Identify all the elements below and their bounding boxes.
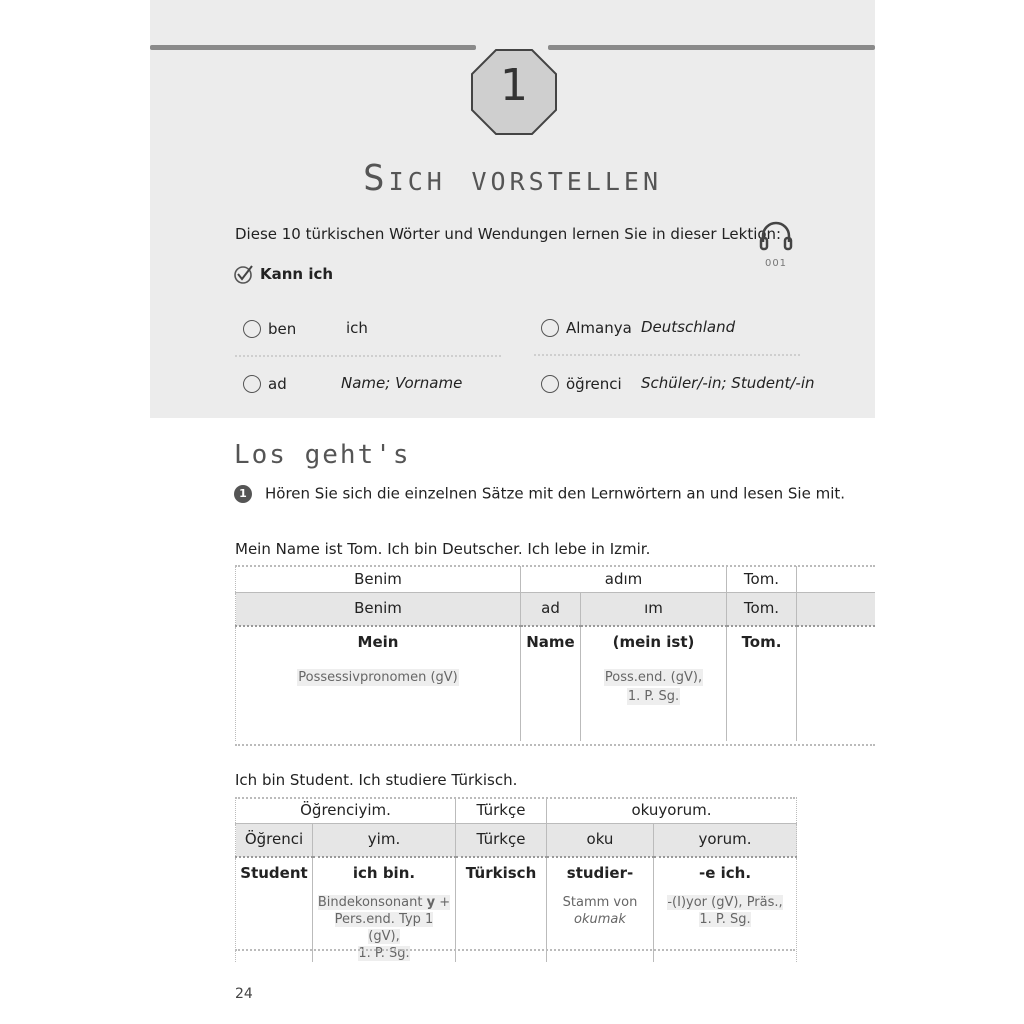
vocab-turkish: öğrenci: [566, 374, 622, 393]
vocab-item-ad[interactable]: [243, 374, 463, 393]
table-cell: [797, 593, 876, 627]
gloss: Tom.: [741, 633, 782, 651]
note-text: okumak: [574, 912, 626, 927]
grammar-note: 1. P. Sg.: [627, 689, 680, 704]
table-cell: Türkçe: [456, 824, 547, 858]
gloss: (mein ist): [612, 633, 695, 651]
note-text: 1. P. Sg.: [699, 912, 751, 927]
note-text: Stamm von: [562, 895, 638, 910]
note-letter: y: [426, 895, 436, 910]
note-text: Bindekonsonant: [317, 895, 427, 910]
kann-ich-label: Kann ich: [260, 265, 334, 283]
table-cell: Öğrenci: [236, 824, 313, 858]
table-bottom-border: [235, 744, 875, 746]
gloss: Mein: [357, 633, 399, 651]
gloss: ich bin.: [352, 864, 416, 882]
table-row: [236, 797, 797, 824]
table-row: [236, 593, 876, 627]
checkbox-circle-icon[interactable]: [243, 375, 261, 393]
checkbox-circle-icon[interactable]: [541, 375, 559, 393]
kann-ich-legend: [234, 264, 333, 284]
intro-text: Diese 10 türkischen Wörter und Wendungen lernen Sie in dieser Lektion:: [235, 225, 782, 243]
vocab-german: Schüler/-in; Student/-in: [641, 374, 815, 392]
checkmark-circle-icon: [234, 264, 254, 284]
headphones-icon: [758, 220, 794, 252]
table-row: [236, 626, 876, 741]
table-cell: adım: [521, 566, 727, 593]
grammar-table-1: [235, 566, 875, 741]
table-cell: Tom.: [727, 593, 797, 627]
table-cell: [521, 626, 581, 741]
grammar-note: [563, 894, 638, 928]
note-text: 1. P. Sg.: [358, 946, 410, 961]
table-cell: Öğrenciyim.: [236, 797, 456, 824]
table-cell: [654, 857, 797, 962]
task-number: 1: [234, 485, 252, 503]
vocab-turkish: ad: [268, 374, 287, 393]
grammar-note: [317, 894, 451, 962]
gloss: Student: [240, 864, 308, 882]
table-cell: ım: [581, 593, 727, 627]
table-cell: yorum.: [654, 824, 797, 858]
gloss: studier-: [566, 864, 634, 882]
audio-track[interactable]: [756, 220, 796, 269]
grammar-note: Possessivpronomen (gV): [298, 670, 458, 685]
vocab-item-ogrenci[interactable]: [541, 374, 815, 393]
table-cell: [313, 857, 456, 962]
table-cell: Türkçe: [456, 797, 547, 824]
table-row: [236, 566, 876, 593]
header-rule-left: [150, 45, 476, 50]
note-text: Pers.end. Typ 1 (gV),: [334, 912, 434, 944]
section-title: Los geht's: [234, 440, 411, 470]
lesson-header: [150, 0, 875, 418]
table-cell: [797, 626, 876, 741]
table-cell: [581, 626, 727, 741]
gloss: Türkisch: [465, 864, 537, 882]
table-cell: Benim: [236, 566, 521, 593]
note-text: +: [435, 895, 451, 910]
vocab-german: Deutschland: [641, 318, 736, 336]
table-bottom-border: [235, 949, 795, 951]
task-text: Hören Sie sich die einzelnen Sätze mit den Lernwörtern an und lesen Sie mit.: [265, 484, 846, 503]
book-page: [150, 0, 875, 1024]
checkbox-circle-icon[interactable]: [541, 319, 559, 337]
table-cell: [236, 857, 313, 962]
table-cell: Tom.: [727, 566, 797, 593]
task-instruction: [234, 484, 845, 503]
vocab-turkish: Almanya: [566, 318, 632, 337]
vocab-turkish: ben: [268, 319, 297, 338]
vocab-item-almanya[interactable]: [541, 318, 736, 337]
table-row: [236, 824, 797, 858]
table-cell: ad: [521, 593, 581, 627]
chapter-title: Sich vorstellen: [362, 158, 662, 199]
table-cell: yim.: [313, 824, 456, 858]
table-row: [236, 857, 797, 962]
vocab-german: ich: [346, 319, 368, 337]
dotted-divider: [235, 355, 501, 357]
grammar-table-2: [235, 797, 797, 962]
grammar-note: Poss.end. (gV),: [604, 670, 703, 685]
table-cell: [236, 626, 521, 741]
gloss: Name: [526, 633, 575, 651]
gloss: -e ich.: [698, 864, 752, 882]
grammar-note: [667, 894, 782, 928]
table-cell: [456, 857, 547, 962]
example-sentence-2: Ich bin Student. Ich studiere Türkisch.: [235, 771, 518, 789]
table-cell: okuyorum.: [547, 797, 797, 824]
table-cell: [727, 626, 797, 741]
vocab-german: Name; Vorname: [341, 374, 463, 392]
table-cell: Benim: [236, 593, 521, 627]
table-cell: [547, 857, 654, 962]
table-cell: oku: [547, 824, 654, 858]
page-number: 24: [235, 986, 253, 1002]
audio-code: 001: [764, 258, 788, 269]
dotted-divider: [534, 354, 800, 356]
checkbox-circle-icon[interactable]: [243, 320, 261, 338]
chapter-badge: [468, 46, 560, 138]
table-cell: [797, 566, 876, 593]
vocab-item-ben[interactable]: [243, 319, 368, 338]
header-rule-right: [548, 45, 875, 50]
example-sentence-1: Mein Name ist Tom. Ich bin Deutscher. Ich lebe in Izmir.: [235, 540, 651, 558]
note-text: -(I)yor (gV), Präs.,: [667, 895, 783, 910]
chapter-number: 1: [500, 60, 528, 111]
